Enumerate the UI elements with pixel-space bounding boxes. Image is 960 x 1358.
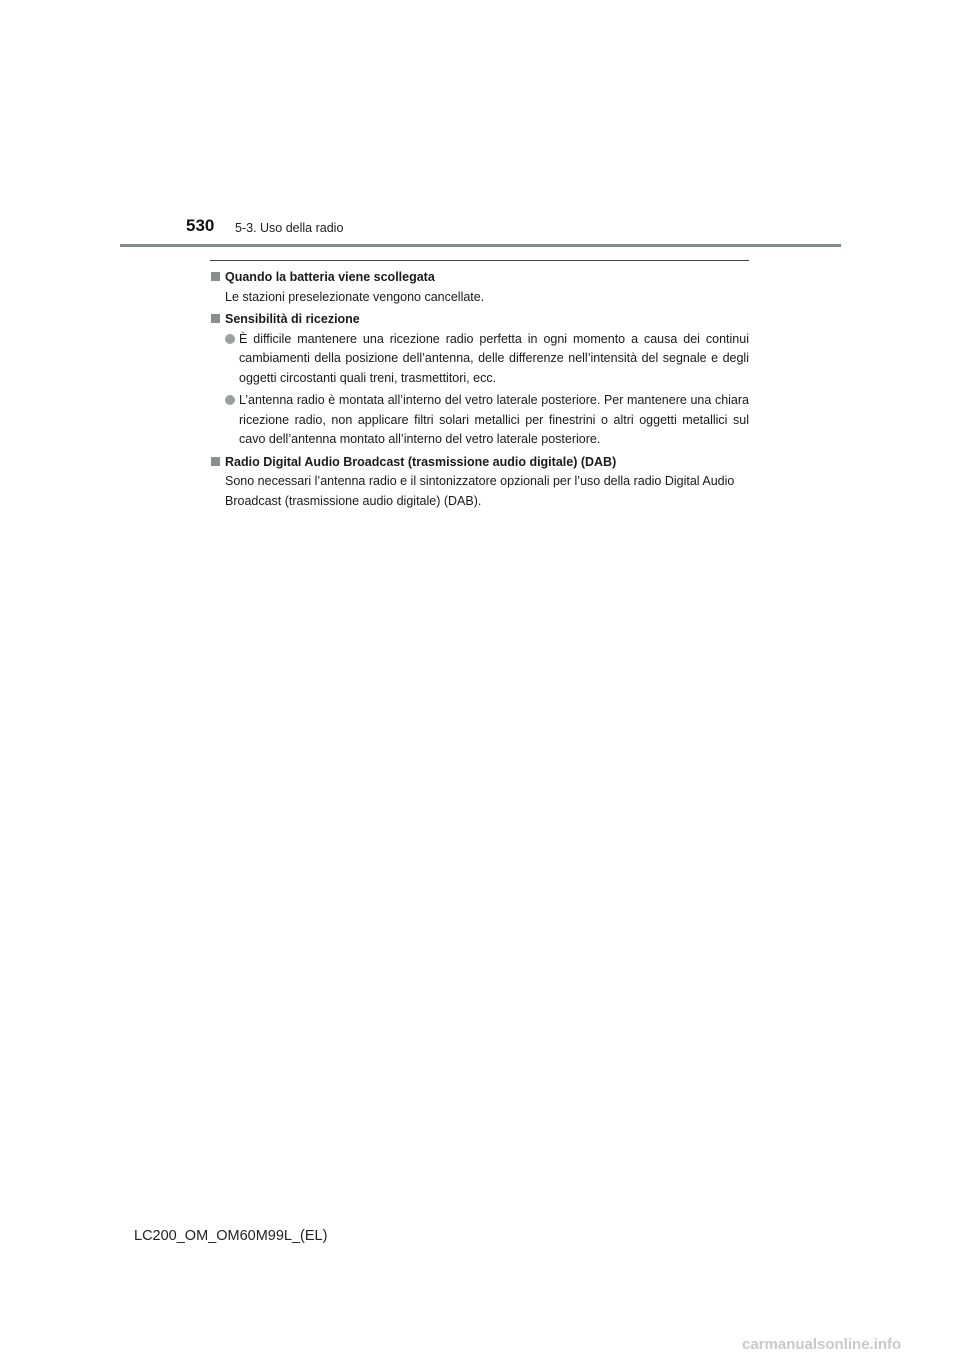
- section-title: 5-3. Uso della radio: [235, 221, 344, 235]
- list-item-text: È difficile mantenere una ricezione radio perfetta in ogni momento a causa dei continui cambiamenti della posizione dell’antenna, delle differenze nell’intensità del segnale e degli oggetti circostanti quali treni, trasmettitori, ecc.: [239, 331, 749, 385]
- topic-heading: [211, 268, 749, 288]
- round-bullet-icon: [225, 395, 235, 405]
- footer-code: LC200_OM_OM60M99L_(EL): [134, 1228, 328, 1244]
- list-item: [211, 391, 749, 450]
- page-number: 530: [186, 216, 215, 235]
- watermark: carmanualsonline.info: [742, 1336, 902, 1353]
- header-rule: [120, 244, 841, 247]
- topic-sensitivity: [211, 310, 749, 450]
- topic-dab: [211, 453, 749, 512]
- content-area: [211, 268, 749, 514]
- topic-heading-text: Sensibilità di ricezione: [225, 312, 360, 326]
- list-item-text: L’antenna radio è montata all’interno del vetro laterale posteriore. Per mantenere una chiara ricezione radio, non applicare filtri solari metallici per finestrini o altri oggetti metallici sul cavo dell’antenna montato all’interno del vetro laterale posteriore.: [239, 393, 749, 446]
- topic-heading: [211, 453, 749, 473]
- square-bullet-icon: [211, 272, 220, 281]
- round-bullet-icon: [225, 334, 235, 344]
- topic-heading-text: Quando la batteria viene scollegata: [225, 270, 435, 284]
- content-rule: [210, 260, 749, 261]
- topic-body: Le stazioni preselezionate vengono cancellate.: [225, 289, 485, 304]
- topic-battery: [211, 268, 749, 307]
- topic-heading: [211, 310, 749, 330]
- topic-body: Sono necessari l’antenna radio e il sintonizzatore opzionali per l’uso della radio Digital Audio Broadcast (trasmissione audio digitale) (DAB).: [225, 474, 735, 508]
- topic-heading-text: Radio Digital Audio Broadcast (trasmissione audio digitale) (DAB): [225, 454, 617, 469]
- square-bullet-icon: [211, 314, 220, 323]
- square-bullet-icon: [211, 457, 220, 466]
- list-item: [211, 330, 749, 389]
